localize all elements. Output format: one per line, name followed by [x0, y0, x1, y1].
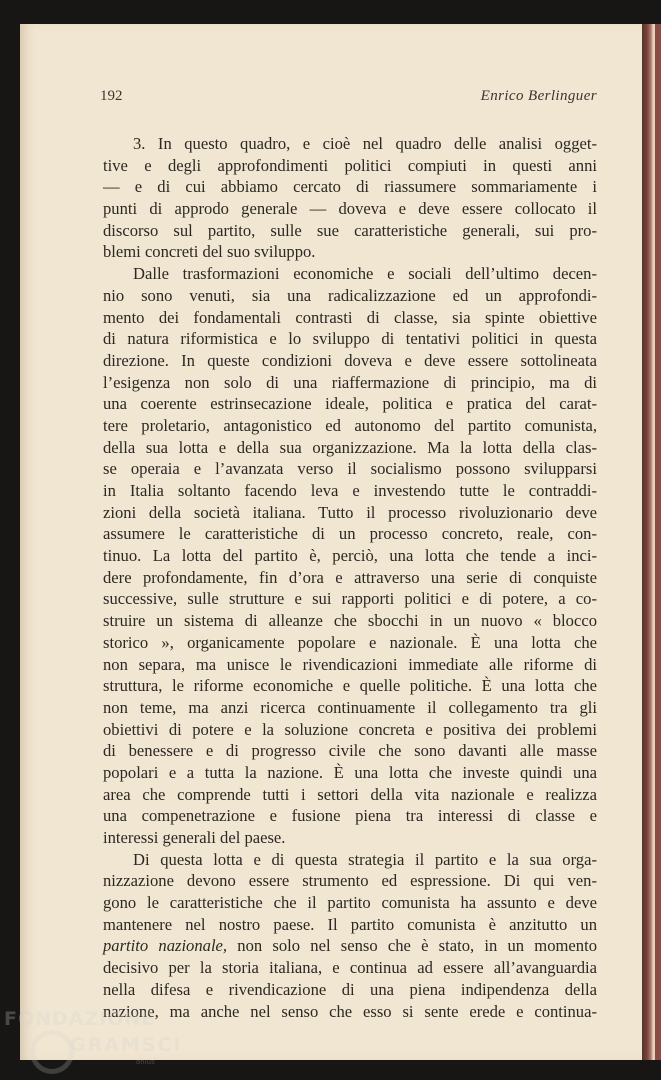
paragraph-1 [103, 133, 597, 263]
text-line: decisivo per la storia italiana, e continua ad essere all’avanguardia [103, 958, 597, 978]
paragraph-3 [103, 849, 597, 1023]
text-line: se operaia e l’avanzata verso il socialismo possono svilupparsi [103, 459, 597, 479]
text-line: tive e degli approfondimenti politici compiuti in questi anni [103, 155, 597, 175]
text-line: non separa, ma unisce le rivendicazioni immediate alle riforme di [103, 654, 597, 674]
text-line: Di questa lotta e di questa strategia il partito e la sua orga- [133, 849, 597, 869]
text-line: nizzazione devono essere strumento ed espressione. Di qui ven- [103, 871, 597, 891]
text-line: tere proletario, antagonistico ed autonomo del partito comunista, [103, 415, 597, 435]
text-line: 3. In questo quadro, e cioè nel quadro delle analisi ogget- [133, 134, 597, 153]
text-line: tinuo. La lotta del partito è, perciò, una lotta che tende a inci- [103, 546, 597, 566]
text-line: nazione, ma anche nel senso che esso si sente erede e continua- [103, 1001, 597, 1021]
italic-phrase: partito nazionale, [103, 936, 228, 956]
text-line: popolari e a tutta la nazione. È una lotta che investe quindi una [103, 762, 597, 782]
text-line: blemi concreti del suo sviluppo. [103, 242, 316, 262]
text-line: mento dei fondamentali contrasti di classe, sia spinte obiettive [103, 307, 597, 327]
text-line: una compenetrazione e fusione piena tra interessi di classe e [103, 806, 597, 826]
text-line: una coerente estrinsecazione ideale, politica e pratica del carat- [103, 394, 597, 414]
watermark-line2: GRAMSCI [70, 1034, 183, 1056]
text-line: di benessere e di progresso civile che sono davanti alle masse [103, 741, 597, 761]
watermark-line1: FONDAZIONE [4, 1008, 156, 1030]
watermark-logo [4, 1004, 204, 1074]
text-line: mantenere nel nostro paese. Il partito comunista è anzitutto un [103, 914, 597, 934]
text-line: struire un sistema di alleanze che sbocchi in un nuovo « blocco [103, 611, 597, 631]
paragraph-2 [103, 263, 597, 849]
text-line: in Italia soltanto facendo leva e investendo tutte le contraddi- [103, 481, 597, 500]
text-line: di natura riformistica e lo sviluppo di tentativi politici in questa [103, 329, 597, 349]
text-line: assumere le caratteristiche di un processo concreto, reale, con- [103, 524, 597, 544]
body-text [103, 133, 597, 1022]
text-line: struttura, le riforme economiche e quelle politiche. È una lotta che [103, 676, 597, 696]
text-line: della sua lotta e della sua organizzazione. Ma la lotta della clas- [103, 437, 597, 457]
text-line: interessi generali del paese. [103, 828, 286, 847]
text-line: non teme, ma anzi ricerca continuamente il collegamento tra gli [103, 697, 597, 717]
text-line: nio sono venuti, sia una radicalizzazione ed un approfondi- [103, 285, 597, 305]
text-line-with-italic: partito nazionale, non solo nel senso che è stato, in un momento [103, 936, 597, 956]
text-line: punti di approdo generale — doveva e deve essere collocato il [103, 199, 597, 219]
text-line: obiettivi di potere e la soluzione concreta e positiva dei problemi [103, 719, 597, 739]
running-head-author: Enrico Berlinguer [480, 88, 597, 104]
text-line: successive, sulle strutture e sui rapporti politici e di potere, a co- [103, 589, 597, 609]
text-line: area che comprende tutti i settori della vita nazionale e realizza [103, 784, 597, 804]
text-line: direzione. In queste condizioni doveva e deve essere sottolineata [103, 350, 597, 370]
gramsci-g-icon [30, 1030, 74, 1074]
text-line: gono le caratteristiche che il partito comunista ha assunto e deve [103, 893, 597, 913]
text-line: storico », organicamente popolare e nazionale. È una lotta che [103, 632, 597, 652]
watermark-small: onlus [136, 1058, 155, 1066]
page-edge-binding [655, 24, 661, 1060]
page-number: 192 [100, 88, 123, 104]
text-line: — e di cui abbiamo cercato di riassumere sommariamente i [103, 177, 597, 197]
text-line: discorso sul partito, sulle sue caratteristiche generali, sui pro- [103, 220, 597, 240]
text-line: Dalle trasformazioni economiche e sociali dell’ultimo decen- [133, 264, 597, 284]
text-line: l’esigenza non solo di una riaffermazione di principio, ma di [103, 372, 597, 392]
text-line: zioni della società italiana. Tutto il processo rivoluzionario deve [103, 502, 597, 522]
text-line: nella difesa e rivendicazione di una piena indipendenza della [103, 979, 597, 999]
text-line: dere profondamente, fin d’ora e attraverso una serie di conquiste [103, 567, 597, 587]
